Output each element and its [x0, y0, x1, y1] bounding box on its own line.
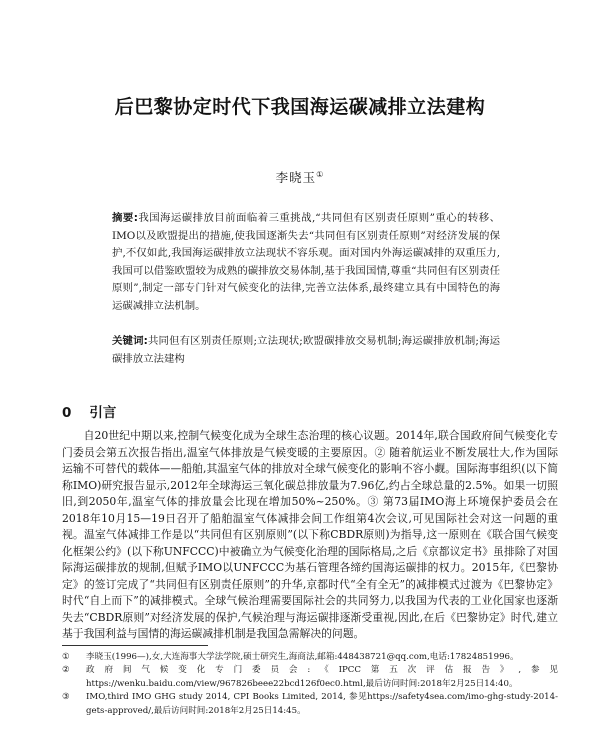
footnote-text: IMO,third IMO GHG study 2014, CPI Books Limited, 2014, 参见https://safety4sea.com/imo-ghg-study-2014-gets-approved/,最后访问时间:2018年2月25日14:45。 — [86, 692, 558, 716]
author-line — [0, 168, 600, 186]
keywords — [112, 333, 500, 368]
keywords-text: 共同但有区别责任原则;立法现状;欧盟碳排放交易机制;海运碳排放机制;海运碳排放立法建构 — [112, 335, 501, 365]
footnote-divider — [62, 645, 208, 646]
section-number: 0 — [62, 405, 72, 421]
footnote-item — [62, 651, 558, 664]
footnote-text: 政府间气候变化专门委员会:《IPCC第五次评估报告》,参见https://wenku.baidu.com/view/967826beee22bcd126f0ec0.html,最后访问时间:2018年2月25日14:40。 — [86, 665, 558, 689]
footnote-item — [62, 691, 558, 718]
abstract-label: 摘要: — [112, 212, 138, 224]
footnote-text: 李晓玉(1996—),女,大连海事大学法学院,硕士研究生,海商法,邮箱:448438721@qq.com,电话:17824851996。 — [86, 652, 519, 662]
author-footnote-mark: ① — [316, 169, 325, 179]
footnote-item — [62, 664, 558, 691]
author-name: 李晓玉 — [275, 170, 317, 185]
section-heading — [62, 401, 116, 421]
footnotes — [62, 651, 558, 718]
footnote-mark: ③ — [62, 692, 70, 703]
footnote-mark: ① — [62, 652, 70, 662]
abstract-text: 我国海运碳排放目前面临着三重挑战,“共同但有区别责任原则”重心的转移、IMO以及欧盟提出的措施,使我国逐渐失去“共同但有区别责任原则”对经济发展的保护,不仅如此,我国海运碳排放立法现状不容乐观。面对国内外海运碳减排的双重压力,我国可以借鉴欧盟较为成熟的碳排放交易体制,基于我国国情,尊重“共同但有区别责任原则”,制定一部专门针对气候变化的法律,完善立法体系,最终建立具有中国特色的海运碳减排立法机制。 — [112, 212, 500, 312]
abstract — [112, 210, 500, 315]
footnote-mark: ② — [62, 665, 70, 676]
paper-title: 后巴黎协定时代下我国海运碳减排立法建构 — [114, 96, 486, 118]
keywords-label: 关键词: — [112, 335, 148, 347]
body-paragraph: 自20世纪中期以来,控制气候变化成为全球生态治理的核心议题。2014年,联合国政府间气候变化专门委员会第五次报告指出,温室气体排放是气候变暖的主要原因。② 随着航运业不断发展壮大,作为国际运输不可替代的载体——船舶,其温室气体的排放对全球气候变化的影响不容小觑。国际海事组织(以下简称IMO)研究报告显示,2012年全球海运三氧化碳总排放量为7.96亿,约占全球总量的2.5%。如果一切照旧,到2050年,温室气体的排放量会比现在增加50%~250%。③ 第73届IMO海上环境保护委员会在2018年10月15—19日召开了船舶温室气体减排会间工作组第4次会议,可见国际社会对这一问题的重视。温室气体减排工作是以“共同但有区别原则”(以下称CBDR原则)为指导,这一原则在《联合国气候变化框架公约》(以下称UNFCCC)中被确立为气候变化治理的国际格局,之后《京都议定书》虽排除了对国际海运碳排放的规制,但赋予IMO以UNFCCC为基石管理各缔约国海运碳排的权力。2015年,《巴黎协定》的签订完成了“共同但有区别责任原则”的升华,京都时代“全有全无”的减排模式过渡为《巴黎协定》时代“自上而下”的减排模式。全球气候治理需要国际社会的共同努力,以我国为代表的工业化国家也逐渐失去“CBDR原则”对经济发展的保护,气候治理与海运碳排逐渐受重视,因此,在后《巴黎协定》时代,建立基于我国利益与国情的海运碳减排机制是我国急需解决的问题。 — [62, 429, 558, 640]
section-title: 引言 — [89, 405, 117, 421]
